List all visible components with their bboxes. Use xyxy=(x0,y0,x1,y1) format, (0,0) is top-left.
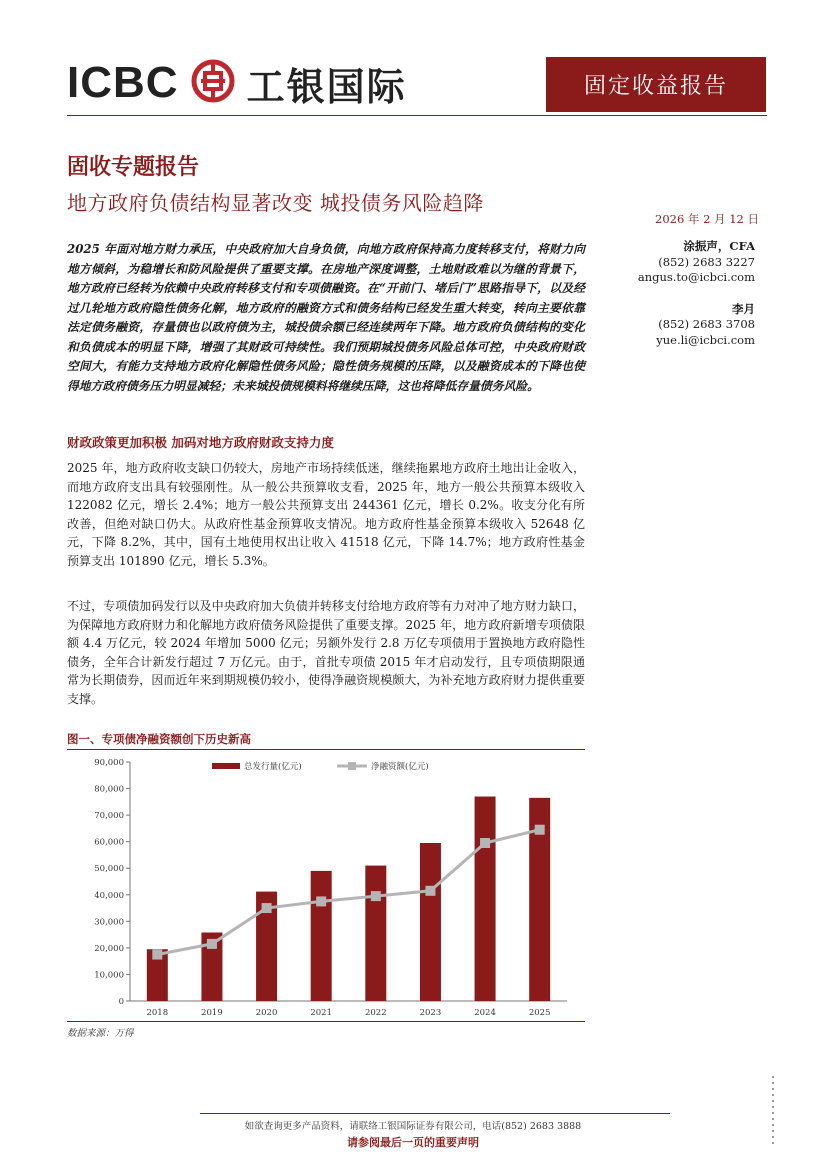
x-tick-label: 2020 xyxy=(255,1008,278,1018)
net-financing-point-2022 xyxy=(371,891,381,901)
x-tick-label: 2022 xyxy=(364,1008,387,1018)
analyst-2 xyxy=(585,302,755,349)
y-tick-label: 0 xyxy=(118,997,124,1007)
executive-summary: 2025 年面对地方财力承压，中央政府加大自身负债，向地方政府保持高力度转移支付，将财力向地方倾斜，为稳增长和防风险提供了重要支撑。在房地产深度调整，土地财政难以为继的背景下，地方政府已经转为依赖中央政府转移支付和专项债融资。在“开前门、堵后门”思路指导下，以及经过几轮地方政府隐性债务化解，地方政府的融资方式和债务结构已经发生重大转变，转向主要依靠法定债务融资，存量债也以政府债为主，城投债余额已经连续两年下降。地方政府负债结构的变化和负债成本的明显下降，增强了其财政可持续性。我们预期城投债务风险总体可控，中央政府财政空间大，有能力支持地方政府化解隐性债务风险；隐性债务规模的压降，以及融资成本的下降也使得地方政府债务压力明显减轻；未来城投债规模料将继续压降，这也将降低存量债务风险。 xyxy=(67,242,585,393)
net-financing-point-2024 xyxy=(480,838,490,848)
legend-bar-swatch xyxy=(212,763,240,769)
section-heading: 财政政策更加积极 加码对地方政府财政支持力度 xyxy=(67,435,334,450)
y-tick-label: 10,000 xyxy=(94,970,124,981)
footer-divider xyxy=(200,1113,670,1114)
x-tick-label: 2023 xyxy=(419,1008,442,1018)
y-tick-label: 60,000 xyxy=(94,837,124,848)
net-financing-point-2021 xyxy=(316,896,326,906)
x-tick-label: 2018 xyxy=(146,1008,169,1018)
body-paragraph-2: 不过，专项债加码发行以及中央政府加大负债并转移支付给地方政府等有力对冲了地方财力缺口，为保障地方政府财力和化解地方政府债务风险提供了重要支撑。2025 年，地方政府新增专项债限额 4.4 万亿元，较 2024 年增加 5000 亿元；另额外发行 2.8 万亿专项债用于置换地方政府隐性债务，全年合计新发行超过 7 万亿元。由于，首批专项债 2015 年才启动发行，且专项债期限通常为长期债券，因而近年来到期规模仍较小，使得净融资规模颇大，为补充地方政府财力提供重要支撑。 xyxy=(67,599,585,706)
analyst-name: 涂振声，CFA xyxy=(683,239,755,253)
analyst-1 xyxy=(585,239,755,286)
analyst-contacts xyxy=(585,239,755,364)
header-divider xyxy=(67,115,767,116)
analyst-phone: (852) 2683 3708 xyxy=(658,317,755,331)
x-tick-label: 2024 xyxy=(474,1008,496,1018)
y-tick-label: 70,000 xyxy=(94,811,124,822)
report-type-badge: 固定收益报告 xyxy=(546,57,766,112)
data-source: 数据来源：万得 xyxy=(67,1028,134,1039)
special-bond-chart xyxy=(67,748,585,1030)
net-financing-point-2025 xyxy=(535,825,545,835)
net-financing-point-2019 xyxy=(207,939,217,949)
bar-2021 xyxy=(311,871,332,1001)
y-tick-label: 50,000 xyxy=(94,864,124,875)
logo-cn-text: 工银国际 xyxy=(246,64,407,109)
y-tick-label: 20,000 xyxy=(94,943,124,954)
legend-line-marker xyxy=(348,762,356,770)
report-subtitle: 地方政府负债结构显著改变 城投债务风险趋降 xyxy=(67,191,484,215)
x-tick-label: 2021 xyxy=(310,1008,333,1018)
x-tick-label: 2025 xyxy=(528,1008,551,1018)
bar-2023 xyxy=(420,843,441,1001)
y-tick-label: 40,000 xyxy=(94,890,124,901)
report-main-title: 固收专题报告 xyxy=(67,155,200,180)
net-financing-point-2023 xyxy=(425,886,435,896)
analyst-email[interactable]: yue.li@icbci.com xyxy=(656,332,755,347)
analyst-phone: (852) 2683 3227 xyxy=(658,254,755,269)
y-tick-label: 90,000 xyxy=(94,758,124,768)
footer-disclaimer-notice[interactable]: 请参阅最后一页的重要声明 xyxy=(347,1136,479,1149)
bar-2024 xyxy=(475,797,496,1001)
net-financing-point-2020 xyxy=(262,903,272,913)
y-tick-label: 30,000 xyxy=(94,917,124,928)
report-date: 2026 年 2 月 12 日 xyxy=(655,212,759,226)
analyst-email[interactable]: angus.to@icbci.com xyxy=(637,270,755,284)
body-paragraph-1: 2025 年，地方政府收支缺口仍较大，房地产市场持续低迷，继续拖累地方政府土地出让金收入，而地方政府支出具有较强刚性。从一般公共预算收支看，2025 年，地方一般公共预算本级收入 122082 亿元，增长 2.4%；地方一般公共预算支出 244361 亿元，增长 0.2%。收支分化有所改善，但绝对缺口仍大。从政府性基金预算收支情况。地方政府性基金预算本级收入 52648 亿元，下降 8.2%，其中，国有土地使用权出让收入 41518 亿元，下降 14.7%；地方政府性基金预算支出 101890 亿元，增长 5.3%。 xyxy=(67,461,585,568)
net-financing-point-2018 xyxy=(152,950,162,960)
footer-contact: 如欲查询更多产品资料，请联络工银国际证券有限公司，电话(852) 2683 3888 xyxy=(244,1121,582,1132)
legend-bar-label: 总发行量(亿元) xyxy=(244,762,302,772)
logo-latin-text: ICBC xyxy=(67,58,179,107)
analyst-name: 李月 xyxy=(732,301,755,316)
legend-line-label: 净融资额(亿元) xyxy=(371,762,429,772)
y-tick-label: 80,000 xyxy=(94,784,124,795)
icbc-emblem-icon xyxy=(191,59,235,107)
x-tick-label: 2019 xyxy=(201,1008,223,1018)
figure-title: 图一、专项债净融资额创下历史新高 xyxy=(67,731,585,750)
figure-divider xyxy=(67,1021,585,1022)
company-logo xyxy=(67,58,407,108)
bar-2022 xyxy=(365,866,386,1001)
